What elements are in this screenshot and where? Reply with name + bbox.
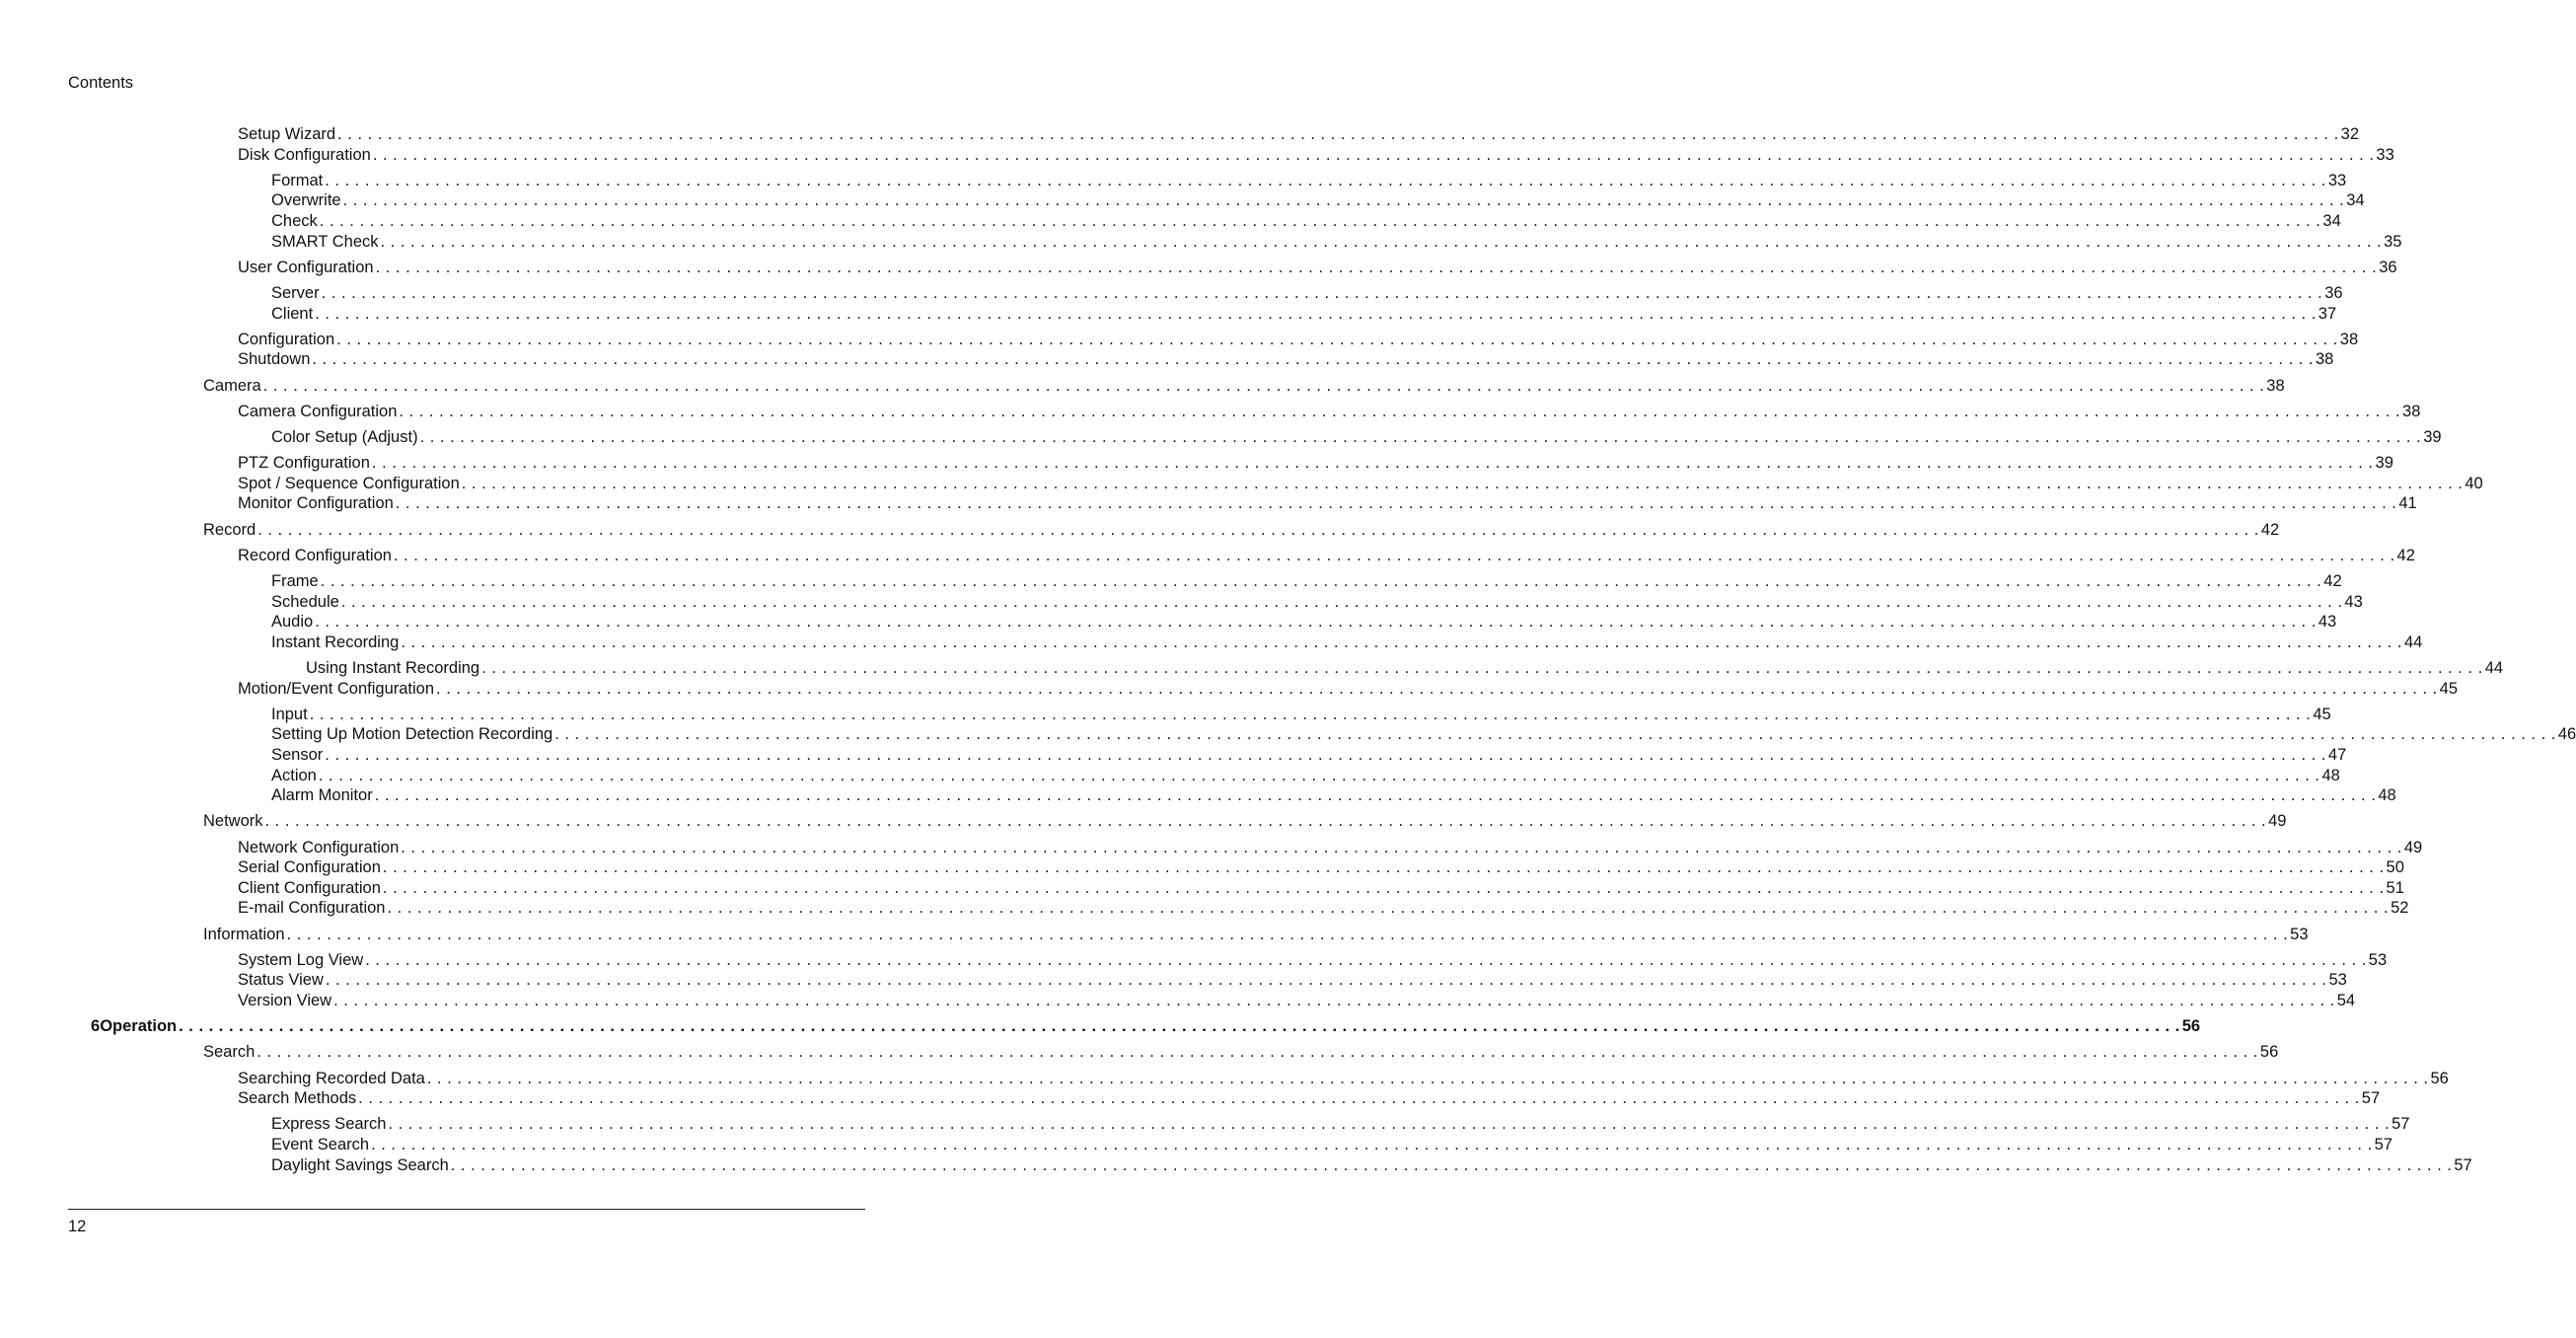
toc-entry-page: 37 xyxy=(2318,304,2337,323)
toc-entry-page: 56 xyxy=(2430,1069,2449,1087)
toc-entry-title: Status View xyxy=(238,971,324,990)
toc-leader-dots: . . . . . . . . . . . . . . . . . . . . . . . . . . . . . . . . . . . . . . . . . . . . . . . . . . . . . . . . . . . . . . . . . . . . . . . . . . . . . . . . . . . . . . . . . . . . . . . . . . . . . . . . . . . . . . . . . . . . . . . . . . . . . . . . . . . . . . . . . . . . . . . . . . . . . . . . . . . . . . . . . . . . . . . . . . . . . . . . . . . . . . . . . . . . . . . . . . . . . . . . xyxy=(365,950,2367,969)
toc-entry[interactable] xyxy=(238,991,2356,1011)
toc-entry-title: Frame xyxy=(271,572,319,590)
toc-entry-title: Server xyxy=(271,284,320,302)
toc-entry-title: Monitor Configuration xyxy=(238,494,394,513)
toc-entry-title: Color Setup (Adjust) xyxy=(271,428,418,446)
toc-entry-page: 41 xyxy=(2398,494,2417,513)
toc-entry[interactable] xyxy=(238,145,2394,166)
toc-entry[interactable] xyxy=(238,838,2423,858)
toc-entry[interactable] xyxy=(238,1088,2381,1109)
toc-entry-page: 39 xyxy=(2423,428,2442,446)
toc-entry[interactable] xyxy=(271,705,2331,725)
toc-entry-title: Record Configuration xyxy=(238,546,392,564)
toc-entry[interactable] xyxy=(238,474,2483,494)
toc-leader-dots: . . . . . . . . . . . . . . . . . . . . . . . . . . . . . . . . . . . . . . . . . . . . . . . . . . . . . . . . . . . . . . . . . . . . . . . . . . . . . . . . . . . . . . . . . . . . . . . . . . . . . . . . . . . . . . . . . . . . . . . . . . . . . . . . . . . . . . . . . . . . . . . . . . . . . . . . . . . . . . . . . . . . . . . . . . . . . . . . . . . . . . . . . . . . . . . . . . . . . . . . xyxy=(257,1043,2258,1062)
toc-leader-dots: . . . . . . . . . . . . . . . . . . . . . . . . . . . . . . . . . . . . . . . . . . . . . . . . . . . . . . . . . . . . . . . . . . . . . . . . . . . . . . . . . . . . . . . . . . . . . . . . . . . . . . . . . . . . . . . . . . . . . . . . . . . . . . . . . . . . . . . . . . . . . . . . . . . . . . . . . . . . . . . . . . . . . . . . . . . . . . . . . . . . . . . . . . . . . . . . . . . . . . . . xyxy=(450,1155,2453,1174)
toc-entry-page: 50 xyxy=(2386,858,2404,877)
toc-leader-dots: . . . . . . . . . . . . . . . . . . . . . . . . . . . . . . . . . . . . . . . . . . . . . . . . . . . . . . . . . . . . . . . . . . . . . . . . . . . . . . . . . . . . . . . . . . . . . . . . . . . . . . . . . . . . . . . . . . . . . . . . . . . . . . . . . . . . . . . . . . . . . . . . . . . . . . . . . . . . . . . . . . . . . . . . . . . . . . . . . . . . . . . . . . . . . . . . . . . . . . . . xyxy=(374,786,2377,805)
toc-entry[interactable] xyxy=(271,283,2343,304)
toc-entry-page: 57 xyxy=(2392,1115,2410,1134)
toc-entry[interactable] xyxy=(271,766,2340,786)
toc-entry[interactable] xyxy=(271,190,2365,211)
toc-leader-dots: . . . . . . . . . . . . . . . . . . . . . . . . . . . . . . . . . . . . . . . . . . . . . . . . . . . . . . . . . . . . . . . . . . . . . . . . . . . . . . . . . . . . . . . . . . . . . . . . . . . . . . . . . . . . . . . . . . . . . . . . . . . . . . . . . . . . . . . . . . . . . . . . . . . . . . . . . . . . . . . . . . . . . . . . . . . . . . . . . . . . . . . . . . . . . . . . . . . . . . . . xyxy=(318,766,2320,784)
toc-entry-page: 48 xyxy=(2378,786,2396,805)
toc-leader-dots: . . . . . . . . . . . . . . . . . . . . . . . . . . . . . . . . . . . . . . . . . . . . . . . . . . . . . . . . . . . . . . . . . . . . . . . . . . . . . . . . . . . . . . . . . . . . . . . . . . . . . . . . . . . . . . . . . . . . . . . . . . . . . . . . . . . . . . . . . . . . . . . . . . . . . . . . . . . . . . . . . . . . . . . . . . . . . . . . . . . . . . . . . . . . . . . . . . . . . . . . xyxy=(286,925,2289,943)
toc-entry-title: Audio xyxy=(271,613,314,632)
toc-entry-page: 51 xyxy=(2386,878,2404,897)
toc-entry[interactable] xyxy=(271,571,2342,592)
toc-entry[interactable] xyxy=(238,493,2417,514)
toc-entry[interactable] xyxy=(238,970,2347,991)
toc-entry-title: System Log View xyxy=(238,950,364,969)
toc-entry-title: Overwrite xyxy=(271,191,341,210)
toc-entry-page: 56 xyxy=(2259,1043,2279,1062)
toc-entry-page: 48 xyxy=(2321,766,2340,784)
toc-entry-page: 47 xyxy=(2327,746,2347,764)
toc-entry-title: Using Instant Recording xyxy=(306,659,480,677)
toc-entry-title: Spot / Sequence Configuration xyxy=(238,474,460,492)
toc-entry-page: 45 xyxy=(2439,679,2458,698)
toc-entry-page: 38 xyxy=(2266,376,2285,395)
toc-entry-title: Camera xyxy=(203,376,261,395)
toc-leader-dots: . . . . . . . . . . . . . . . . . . . . . . . . . . . . . . . . . . . . . . . . . . . . . . . . . . . . . . . . . . . . . . . . . . . . . . . . . . . . . . . . . . . . . . . . . . . . . . . . . . . . . . . . . . . . . . . . . . . . . . . . . . . . . . . . . . . . . . . . . . . . . . . . . . . . . . . . . . . . . . . . . . . . . . . . . . . . . . . . . . . . . . . . . . . . . . . . . . . . . . . . xyxy=(399,402,2401,420)
toc-entry-title: SMART Check xyxy=(271,232,379,251)
toc-leader-dots: . . . . . . . . . . . . . . . . . . . . . . . . . . . . . . . . . . . . . . . . . . . . . . . . . . . . . . . . . . . . . . . . . . . . . . . . . . . . . . . . . . . . . . . . . . . . . . . . . . . . . . . . . . . . . . . . . . . . . . . . . . . . . . . . . . . . . . . . . . . . . . . . . . . . . . . . . . . . . . . . . . . . . . . . . . . . . . . . . . . . . . . . . . . . . . . . . . . . . . . . xyxy=(258,520,2259,539)
toc-leader-dots: . . . . . . . . . . . . . . . . . . . . . . . . . . . . . . . . . . . . . . . . . . . . . . . . . . . . . . . . . . . . . . . . . . . . . . . . . . . . . . . . . . . . . . . . . . . . . . . . . . . . . . . . . . . . . . . . . . . . . . . . . . . . . . . . . . . . . . . . . . . . . . . . . . . . . . . . . . . . . . . . . . . . . . . . . . . . . . . . . . . . . . . . . . . . . . . . . . . . . . . . xyxy=(387,899,2390,918)
toc-leader-dots: . . . . . . . . . . . . . . . . . . . . . . . . . . . . . . . . . . . . . . . . . . . . . . . . . . . . . . . . . . . . . . . . . . . . . . . . . . . . . . . . . . . . . . . . . . . . . . . . . . . . . . . . . . . . . . . . . . . . . . . . . . . . . . . . . . . . . . . . . . . . . . . . . . . . . . . . . . . . . . . . . . . . . . . . . . . . . . . . . . . . . . . . . . . . . . . . . . . . . . . . xyxy=(401,838,2402,856)
toc-entry-page: 36 xyxy=(2324,284,2343,302)
toc-leader-dots: . . . . . . . . . . . . . . . . . . . . . . . . . . . . . . . . . . . . . . . . . . . . . . . . . . . . . . . . . . . . . . . . . . . . . . . . . . . . . . . . . . . . . . . . . . . . . . . . . . . . . . . . . . . . . . . . . . . . . . . . . . . . . . . . . . . . . . . . . . . . . . . . . . . . . . . . . . . . . . . . . . . . . . . . . . . . . . . . . . . . . . . . . . . . . . . . . . . . . . . . xyxy=(262,376,2265,395)
toc-entry-page: 42 xyxy=(2323,572,2342,590)
toc-entry-title: E-mail Configuration xyxy=(238,899,386,918)
page-header: Contents xyxy=(68,74,134,92)
toc-entry[interactable] xyxy=(238,857,2404,878)
toc-entry-page: 36 xyxy=(2379,258,2397,276)
toc-entry-page: 54 xyxy=(2336,992,2356,1009)
toc-entry-page: 53 xyxy=(2290,925,2309,943)
toc-entry-title: Operation xyxy=(100,1017,178,1036)
toc-entry[interactable] xyxy=(238,453,2393,474)
toc-leader-dots: . . . . . . . . . . . . . . . . . . . . . . . . . . . . . . . . . . . . . . . . . . . . . . . . . . . . . . . . . . . . . . . . . . . . . . . . . . . . . . . . . . . . . . . . . . . . . . . . . . . . . . . . . . . . . . . . . . . . . . . . . . . . . . . . . . . . . . . . . . . . . . . . . . . . . . . . . . . . . . . . . . . . . . . . . . . . . . . . . . . . . . . . . . . . . . . . . . . . . . . . xyxy=(325,746,2326,764)
toc-leader-dots: . . . . . . . . . . . . . . . . . . . . . . . . . . . . . . . . . . . . . . . . . . . . . . . . . . . . . . . . . . . . . . . . . . . . . . . . . . . . . . . . . . . . . . . . . . . . . . . . . . . . . . . . . . . . . . . . . . . . . . . . . . . . . . . . . . . . . . . . . . . . . . . . . . . . . . . . . . . . . . . . . . . . . . . . . . . . . . . . . . . . . . . . . . . . . . . . . . . . . . . . xyxy=(179,1017,2180,1036)
toc-entry-page: 42 xyxy=(2396,546,2415,564)
toc-entry-page: 33 xyxy=(2327,171,2347,189)
toc-leader-dots: . . . . . . . . . . . . . . . . . . . . . . . . . . . . . . . . . . . . . . . . . . . . . . . . . . . . . . . . . . . . . . . . . . . . . . . . . . . . . . . . . . . . . . . . . . . . . . . . . . . . . . . . . . . . . . . . . . . . . . . . . . . . . . . . . . . . . . . . . . . . . . . . . . . . . . . . . . . . . . . . . . . . . . . . . . . . . . . . . . . . . . . . . . . . . . . . . . . . . . . . xyxy=(461,474,2464,492)
toc-entry[interactable] xyxy=(271,211,2341,232)
toc-leader-dots: . . . . . . . . . . . . . . . . . . . . . . . . . . . . . . . . . . . . . . . . . . . . . . . . . . . . . . . . . . . . . . . . . . . . . . . . . . . . . . . . . . . . . . . . . . . . . . . . . . . . . . . . . . . . . . . . . . . . . . . . . . . . . . . . . . . . . . . . . . . . . . . . . . . . . . . . . . . . . . . . . . . . . . . . . . . . . . . . . . . . . . . . . . . . . . . . . . . . . . . . xyxy=(340,592,2343,611)
toc-entry-title: Information xyxy=(203,925,285,943)
toc-entry-title: Instant Recording xyxy=(271,632,400,651)
toc-leader-dots: . . . . . . . . . . . . . . . . . . . . . . . . . . . . . . . . . . . . . . . . . . . . . . . . . . . . . . . . . . . . . . . . . . . . . . . . . . . . . . . . . . . . . . . . . . . . . . . . . . . . . . . . . . . . . . . . . . . . . . . . . . . . . . . . . . . . . . . . . . . . . . . . . . . . . . . . . . . . . . . . . . . . . . . . . . . . . . . . . . . . . . . . . . . . . . . . . . . . . . . . xyxy=(325,171,2326,189)
toc-leader-dots: . . . . . . . . . . . . . . . . . . . . . . . . . . . . . . . . . . . . . . . . . . . . . . . . . . . . . . . . . . . . . . . . . . . . . . . . . . . . . . . . . . . . . . . . . . . . . . . . . . . . . . . . . . . . . . . . . . . . . . . . . . . . . . . . . . . . . . . . . . . . . . . . . . . . . . . . . . . . . . . . . . . . . . . . . . . . . . . . . . . . . . . . . . . . . . . . . . . . . . . . xyxy=(309,705,2312,723)
toc-entry-title: Searching Recorded Data xyxy=(238,1069,425,1087)
toc-entry-title: Setup Wizard xyxy=(238,125,336,143)
toc-entry-page: 53 xyxy=(2328,971,2347,990)
toc-entry[interactable] xyxy=(203,520,2280,541)
toc-entry[interactable] xyxy=(271,785,2396,806)
toc-entry[interactable] xyxy=(238,1069,2449,1089)
toc-entry-page: 38 xyxy=(2339,330,2359,348)
toc-leader-dots: . . . . . . . . . . . . . . . . . . . . . . . . . . . . . . . . . . . . . . . . . . . . . . . . . . . . . . . . . . . . . . . . . . . . . . . . . . . . . . . . . . . . . . . . . . . . . . . . . . . . . . . . . . . . . . . . . . . . . . . . . . . . . . . . . . . . . . . . . . . . . . . . . . . . . . . . . . . . . . . . . . . . . . . . . . . . . . . . . . . . . . . . . . . . . . . . . . . . . . . . xyxy=(342,191,2345,210)
toc-entry[interactable] xyxy=(271,632,2423,653)
toc-entry-page: 35 xyxy=(2384,232,2402,251)
toc-leader-dots: . . . . . . . . . . . . . . . . . . . . . . . . . . . . . . . . . . . . . . . . . . . . . . . . . . . . . . . . . . . . . . . . . . . . . . . . . . . . . . . . . . . . . . . . . . . . . . . . . . . . . . . . . . . . . . . . . . . . . . . . . . . . . . . . . . . . . . . . . . . . . . . . . . . . . . . . . . . . . . . . . . . . . . . . . . . . . . . . . . . . . . . . . . . . . . . . . . . . . . . . xyxy=(380,232,2383,251)
toc-leader-dots: . . . . . . . . . . . . . . . . . . . . . . . . . . . . . . . . . . . . . . . . . . . . . . . . . . . . . . . . . . . . . . . . . . . . . . . . . . . . . . . . . . . . . . . . . . . . . . . . . . . . . . . . . . . . . . . . . . . . . . . . . . . . . . . . . . . . . . . . . . . . . . . . . . . . . . . . . . . . . . . . . . . . . . . . . . . . . . . . . . . . . . . . . . . . . . . . . . . . . . . . xyxy=(393,546,2395,564)
toc-entry-title: Camera Configuration xyxy=(238,402,398,420)
toc-entry-page: 49 xyxy=(2403,838,2423,856)
toc-entry[interactable] xyxy=(203,1042,2279,1063)
toc-entry-title: Input xyxy=(271,705,308,723)
toc-entry[interactable] xyxy=(91,1016,2201,1037)
toc-entry[interactable] xyxy=(271,1114,2410,1135)
toc-leader-dots: . . . . . . . . . . . . . . . . . . . . . . . . . . . . . . . . . . . . . . . . . . . . . . . . . . . . . . . . . . . . . . . . . . . . . . . . . . . . . . . . . . . . . . . . . . . . . . . . . . . . . . . . . . . . . . . . . . . . . . . . . . . . . . . . . . . . . . . . . . . . . . . . . . . . . . . . . . . . . . . . . . . . . . . . . . . . . . . . . . . . . . . . . . . . . . . . . . . . . . . . xyxy=(401,632,2402,651)
toc-leader-dots: . . . . . . . . . . . . . . . . . . . . . . . . . . . . . . . . . . . . . . . . . . . . . . . . . . . . . . . . . . . . . . . . . . . . . . . . . . . . . . . . . . . . . . . . . . . . . . . . . . . . . . . . . . . . . . . . . . . . . . . . . . . . . . . . . . . . . . . . . . . . . . . . . . . . . . . . . . . . . . . . . . . . . . . . . . . . . . . . . . . . . . . . . . . . . . . . . . . . . . . . xyxy=(336,330,2338,348)
toc-leader-dots: . . . . . . . . . . . . . . . . . . . . . . . . . . . . . . . . . . . . . . . . . . . . . . . . . . . . . . . . . . . . . . . . . . . . . . . . . . . . . . . . . . . . . . . . . . . . . . . . . . . . . . . . . . . . . . . . . . . . . . . . . . . . . . . . . . . . . . . . . . . . . . . . . . . . . . . . . . . . . . . . . . . . . . . . . . . . . . . . . . . . . . . . . . . . . . . . . . . . . . . . xyxy=(337,125,2339,143)
toc-entry[interactable] xyxy=(271,427,2442,448)
toc-entry-title: Daylight Savings Search xyxy=(271,1155,449,1174)
toc-entry-title: Setting Up Motion Detection Recording xyxy=(271,725,553,744)
toc-entry[interactable] xyxy=(271,745,2347,766)
toc-entry-title: Client Configuration xyxy=(238,878,381,897)
toc-entry[interactable] xyxy=(271,304,2337,325)
toc-entry-title: Client xyxy=(271,304,314,323)
toc-leader-dots: . . . . . . . . . . . . . . . . . . . . . . . . . . . . . . . . . . . . . . . . . . . . . . . . . . . . . . . . . . . . . . . . . . . . . . . . . . . . . . . . . . . . . . . . . . . . . . . . . . . . . . . . . . . . . . . . . . . . . . . . . . . . . . . . . . . . . . . . . . . . . . . . . . . . . . . . . . . . . . . . . . . . . . . . . . . . . . . . . . . . . . . . . . . . . . . . . . . . . . . . xyxy=(264,812,2267,831)
toc-entry-page: 39 xyxy=(2375,454,2393,473)
toc-entry[interactable] xyxy=(238,330,2359,350)
toc-entry[interactable] xyxy=(271,724,2576,745)
toc-entry-page: 34 xyxy=(2322,212,2341,230)
toc-entry-page: 43 xyxy=(2318,613,2337,632)
toc-entry-title: Network Configuration xyxy=(238,838,400,856)
toc-leader-dots: . . . . . . . . . . . . . . . . . . . . . . . . . . . . . . . . . . . . . . . . . . . . . . . . . . . . . . . . . . . . . . . . . . . . . . . . . . . . . . . . . . . . . . . . . . . . . . . . . . . . . . . . . . . . . . . . . . . . . . . . . . . . . . . . . . . . . . . . . . . . . . . . . . . . . . . . . . . . . . . . . . . . . . . . . . . . . . . . . . . . . . . . . . . . . . . . . . . . . . . . xyxy=(554,725,2556,744)
toc-entry[interactable] xyxy=(238,950,2388,971)
toc-entry-page: 53 xyxy=(2368,950,2388,969)
toc-entry[interactable] xyxy=(203,925,2309,945)
footer-divider xyxy=(68,1209,865,1210)
toc-leader-dots: . . . . . . . . . . . . . . . . . . . . . . . . . . . . . . . . . . . . . . . . . . . . . . . . . . . . . . . . . . . . . . . . . . . . . . . . . . . . . . . . . . . . . . . . . . . . . . . . . . . . . . . . . . . . . . . . . . . . . . . . . . . . . . . . . . . . . . . . . . . . . . . . . . . . . . . . . . . . . . . . . . . . . . . . . . . . . . . . . . . . . . . . . . . . . . . . . . . . . . . . xyxy=(358,1089,2360,1108)
toc-entry[interactable] xyxy=(238,546,2415,566)
toc-entry[interactable] xyxy=(238,258,2397,278)
toc-entry-title: Record xyxy=(203,520,257,539)
toc-entry-title: Check xyxy=(271,212,318,230)
toc-chapter-number: 6 xyxy=(91,1017,101,1036)
toc-entry[interactable] xyxy=(238,679,2458,700)
toc-leader-dots: . . . . . . . . . . . . . . . . . . . . . . . . . . . . . . . . . . . . . . . . . . . . . . . . . . . . . . . . . . . . . . . . . . . . . . . . . . . . . . . . . . . . . . . . . . . . . . . . . . . . . . . . . . . . . . . . . . . . . . . . . . . . . . . . . . . . . . . . . . . . . . . . . . . . . . . . . . . . . . . . . . . . . . . . . . . . . . . . . . . . . . . . . . . . . . . . . . . . . . . . xyxy=(315,613,2317,632)
toc-leader-dots: . . . . . . . . . . . . . . . . . . . . . . . . . . . . . . . . . . . . . . . . . . . . . . . . . . . . . . . . . . . . . . . . . . . . . . . . . . . . . . . . . . . . . . . . . . . . . . . . . . . . . . . . . . . . . . . . . . . . . . . . . . . . . . . . . . . . . . . . . . . . . . . . . . . . . . . . . . . . . . . . . . . . . . . . . . . . . . . . . . . . . . . . . . . . . . . . . . . . . . . . xyxy=(371,454,2374,473)
toc-entry-page: 34 xyxy=(2346,191,2365,210)
toc-entry[interactable] xyxy=(238,124,2360,145)
toc-entry-page: 57 xyxy=(2374,1136,2393,1153)
toc-entry-page: 38 xyxy=(2316,350,2334,369)
toc-entry-title: Schedule xyxy=(271,592,339,611)
toc-entry-title: Alarm Monitor xyxy=(271,786,373,805)
toc-leader-dots: . . . . . . . . . . . . . . . . . . . . . . . . . . . . . . . . . . . . . . . . . . . . . . . . . . . . . . . . . . . . . . . . . . . . . . . . . . . . . . . . . . . . . . . . . . . . . . . . . . . . . . . . . . . . . . . . . . . . . . . . . . . . . . . . . . . . . . . . . . . . . . . . . . . . . . . . . . . . . . . . . . . . . . . . . . . . . . . . . . . . . . . . . . . . . . . . . . . . . . . . xyxy=(382,858,2385,877)
toc-leader-dots: . . . . . . . . . . . . . . . . . . . . . . . . . . . . . . . . . . . . . . . . . . . . . . . . . . . . . . . . . . . . . . . . . . . . . . . . . . . . . . . . . . . . . . . . . . . . . . . . . . . . . . . . . . . . . . . . . . . . . . . . . . . . . . . . . . . . . . . . . . . . . . . . . . . . . . . . . . . . . . . . . . . . . . . . . . . . . . . . . . . . . . . . . . . . . . . . . . . . . . . . xyxy=(315,304,2317,323)
toc-entry-page: 57 xyxy=(2454,1155,2472,1174)
toc-entry[interactable] xyxy=(271,232,2402,253)
toc-leader-dots: . . . . . . . . . . . . . . . . . . . . . . . . . . . . . . . . . . . . . . . . . . . . . . . . . . . . . . . . . . . . . . . . . . . . . . . . . . . . . . . . . . . . . . . . . . . . . . . . . . . . . . . . . . . . . . . . . . . . . . . . . . . . . . . . . . . . . . . . . . . . . . . . . . . . . . . . . . . . . . . . . . . . . . . . . . . . . . . . . . . . . . . . . . . . . . . . . . . . . . . . xyxy=(388,1115,2391,1134)
toc-entry-page: 32 xyxy=(2340,125,2360,143)
toc-entry-page: 43 xyxy=(2344,592,2363,611)
toc-entry[interactable] xyxy=(271,1135,2393,1155)
toc-leader-dots: . . . . . . . . . . . . . . . . . . . . . . . . . . . . . . . . . . . . . . . . . . . . . . . . . . . . . . . . . . . . . . . . . . . . . . . . . . . . . . . . . . . . . . . . . . . . . . . . . . . . . . . . . . . . . . . . . . . . . . . . . . . . . . . . . . . . . . . . . . . . . . . . . . . . . . . . . . . . . . . . . . . . . . . . . . . . . . . . . . . . . . . . . . . . . . . . . . . . . . . . xyxy=(395,494,2397,513)
toc-entry[interactable] xyxy=(203,811,2287,832)
toc-entry[interactable] xyxy=(306,658,2504,679)
toc-entry-page: 49 xyxy=(2268,812,2287,831)
toc-entry-title: Serial Configuration xyxy=(238,858,381,877)
toc-entry-title: Motion/Event Configuration xyxy=(238,679,435,698)
toc-entry-title: Action xyxy=(271,766,317,784)
toc-leader-dots: . . . . . . . . . . . . . . . . . . . . . . . . . . . . . . . . . . . . . . . . . . . . . . . . . . . . . . . . . . . . . . . . . . . . . . . . . . . . . . . . . . . . . . . . . . . . . . . . . . . . . . . . . . . . . . . . . . . . . . . . . . . . . . . . . . . . . . . . . . . . . . . . . . . . . . . . . . . . . . . . . . . . . . . . . . . . . . . . . . . . . . . . . . . . . . . . . . . . . . . . xyxy=(382,878,2385,897)
toc-entry-title: PTZ Configuration xyxy=(238,454,370,473)
toc-entry[interactable] xyxy=(238,402,2421,422)
toc-entry-title: Format xyxy=(271,171,324,189)
toc-entry-title: Sensor xyxy=(271,746,324,764)
toc-leader-dots: . . . . . . . . . . . . . . . . . . . . . . . . . . . . . . . . . . . . . . . . . . . . . . . . . . . . . . . . . . . . . . . . . . . . . . . . . . . . . . . . . . . . . . . . . . . . . . . . . . . . . . . . . . . . . . . . . . . . . . . . . . . . . . . . . . . . . . . . . . . . . . . . . . . . . . . . . . . . . . . . . . . . . . . . . . . . . . . . . . . . . . . . . . . . . . . . . . . . . . . . xyxy=(375,258,2378,276)
toc-entry-page: 46 xyxy=(2557,725,2576,744)
toc-entry-title: Search Methods xyxy=(238,1089,357,1108)
toc-entry-page: 56 xyxy=(2181,1017,2201,1036)
toc-leader-dots: . . . . . . . . . . . . . . . . . . . . . . . . . . . . . . . . . . . . . . . . . . . . . . . . . . . . . . . . . . . . . . . . . . . . . . . . . . . . . . . . . . . . . . . . . . . . . . . . . . . . . . . . . . . . . . . . . . . . . . . . . . . . . . . . . . . . . . . . . . . . . . . . . . . . . . . . . . . . . . . . . . . . . . . . . . . . . . . . . . . . . . . . . . . . . . . . . . . . . . . . xyxy=(426,1069,2429,1087)
toc-leader-dots: . . . . . . . . . . . . . . . . . . . . . . . . . . . . . . . . . . . . . . . . . . . . . . . . . . . . . . . . . . . . . . . . . . . . . . . . . . . . . . . . . . . . . . . . . . . . . . . . . . . . . . . . . . . . . . . . . . . . . . . . . . . . . . . . . . . . . . . . . . . . . . . . . . . . . . . . . . . . . . . . . . . . . . . . . . . . . . . . . . . . . . . . . . . . . . . . . . . . . . . . xyxy=(333,992,2335,1009)
toc-entry-page: 44 xyxy=(2484,659,2504,677)
toc-leader-dots: . . . . . . . . . . . . . . . . . . . . . . . . . . . . . . . . . . . . . . . . . . . . . . . . . . . . . . . . . . . . . . . . . . . . . . . . . . . . . . . . . . . . . . . . . . . . . . . . . . . . . . . . . . . . . . . . . . . . . . . . . . . . . . . . . . . . . . . . . . . . . . . . . . . . . . . . . . . . . . . . . . . . . . . . . . . . . . . . . . . . . . . . . . . . . . . . . . . . . . . . xyxy=(319,212,2321,230)
toc-entry-title: Network xyxy=(203,812,263,831)
toc-entry-title: Search xyxy=(203,1043,256,1062)
toc-leader-dots: . . . . . . . . . . . . . . . . . . . . . . . . . . . . . . . . . . . . . . . . . . . . . . . . . . . . . . . . . . . . . . . . . . . . . . . . . . . . . . . . . . . . . . . . . . . . . . . . . . . . . . . . . . . . . . . . . . . . . . . . . . . . . . . . . . . . . . . . . . . . . . . . . . . . . . . . . . . . . . . . . . . . . . . . . . . . . . . . . . . . . . . . . . . . . . . . . . . . . . . . xyxy=(481,659,2483,677)
toc-entry-page: 38 xyxy=(2402,402,2421,420)
toc-entry-title: Version View xyxy=(238,992,332,1009)
toc-entry-page: 52 xyxy=(2391,899,2409,918)
toc-leader-dots: . . . . . . . . . . . . . . . . . . . . . . . . . . . . . . . . . . . . . . . . . . . . . . . . . . . . . . . . . . . . . . . . . . . . . . . . . . . . . . . . . . . . . . . . . . . . . . . . . . . . . . . . . . . . . . . . . . . . . . . . . . . . . . . . . . . . . . . . . . . . . . . . . . . . . . . . . . . . . . . . . . . . . . . . . . . . . . . . . . . . . . . . . . . . . . . . . . . . . . . . xyxy=(321,284,2323,302)
toc-entry[interactable] xyxy=(271,1155,2472,1176)
toc-entry[interactable] xyxy=(203,376,2285,397)
toc-entry-page: 44 xyxy=(2403,632,2423,651)
toc-entry-title: Express Search xyxy=(271,1115,387,1134)
toc-entry[interactable] xyxy=(271,612,2337,632)
toc-entry[interactable] xyxy=(238,878,2404,899)
toc-entry-page: 33 xyxy=(2376,145,2394,164)
toc-entry[interactable] xyxy=(238,349,2334,370)
toc-leader-dots: . . . . . . . . . . . . . . . . . . . . . . . . . . . . . . . . . . . . . . . . . . . . . . . . . . . . . . . . . . . . . . . . . . . . . . . . . . . . . . . . . . . . . . . . . . . . . . . . . . . . . . . . . . . . . . . . . . . . . . . . . . . . . . . . . . . . . . . . . . . . . . . . . . . . . . . . . . . . . . . . . . . . . . . . . . . . . . . . . . . . . . . . . . . . . . . . . . . . . . . . xyxy=(372,145,2375,164)
toc-entry-title: Shutdown xyxy=(238,350,311,369)
toc-leader-dots: . . . . . . . . . . . . . . . . . . . . . . . . . . . . . . . . . . . . . . . . . . . . . . . . . . . . . . . . . . . . . . . . . . . . . . . . . . . . . . . . . . . . . . . . . . . . . . . . . . . . . . . . . . . . . . . . . . . . . . . . . . . . . . . . . . . . . . . . . . . . . . . . . . . . . . . . . . . . . . . . . . . . . . . . . . . . . . . . . . . . . . . . . . . . . . . . . . . . . . . . xyxy=(436,679,2438,698)
toc-leader-dots: . . . . . . . . . . . . . . . . . . . . . . . . . . . . . . . . . . . . . . . . . . . . . . . . . . . . . . . . . . . . . . . . . . . . . . . . . . . . . . . . . . . . . . . . . . . . . . . . . . . . . . . . . . . . . . . . . . . . . . . . . . . . . . . . . . . . . . . . . . . . . . . . . . . . . . . . . . . . . . . . . . . . . . . . . . . . . . . . . . . . . . . . . . . . . . . . . . . . . . . . xyxy=(320,572,2322,590)
toc-leader-dots: . . . . . . . . . . . . . . . . . . . . . . . . . . . . . . . . . . . . . . . . . . . . . . . . . . . . . . . . . . . . . . . . . . . . . . . . . . . . . . . . . . . . . . . . . . . . . . . . . . . . . . . . . . . . . . . . . . . . . . . . . . . . . . . . . . . . . . . . . . . . . . . . . . . . . . . . . . . . . . . . . . . . . . . . . . . . . . . . . . . . . . . . . . . . . . . . . . . . . . . . xyxy=(312,350,2314,369)
toc-leader-dots: . . . . . . . . . . . . . . . . . . . . . . . . . . . . . . . . . . . . . . . . . . . . . . . . . . . . . . . . . . . . . . . . . . . . . . . . . . . . . . . . . . . . . . . . . . . . . . . . . . . . . . . . . . . . . . . . . . . . . . . . . . . . . . . . . . . . . . . . . . . . . . . . . . . . . . . . . . . . . . . . . . . . . . . . . . . . . . . . . . . . . . . . . . . . . . . . . . . . . . . . xyxy=(371,1136,2373,1153)
toc-entry[interactable] xyxy=(271,592,2363,613)
toc-entry-page: 40 xyxy=(2465,474,2483,492)
toc-leader-dots: . . . . . . . . . . . . . . . . . . . . . . . . . . . . . . . . . . . . . . . . . . . . . . . . . . . . . . . . . . . . . . . . . . . . . . . . . . . . . . . . . . . . . . . . . . . . . . . . . . . . . . . . . . . . . . . . . . . . . . . . . . . . . . . . . . . . . . . . . . . . . . . . . . . . . . . . . . . . . . . . . . . . . . . . . . . . . . . . . . . . . . . . . . . . . . . . . . . . . . . . xyxy=(325,971,2327,990)
toc-entry-page: 57 xyxy=(2361,1089,2381,1108)
toc-entry-title: User Configuration xyxy=(238,258,374,276)
toc-entry[interactable] xyxy=(271,171,2347,191)
toc-entry[interactable] xyxy=(238,898,2409,919)
toc-leader-dots: . . . . . . . . . . . . . . . . . . . . . . . . . . . . . . . . . . . . . . . . . . . . . . . . . . . . . . . . . . . . . . . . . . . . . . . . . . . . . . . . . . . . . . . . . . . . . . . . . . . . . . . . . . . . . . . . . . . . . . . . . . . . . . . . . . . . . . . . . . . . . . . . . . . . . . . . . . . . . . . . . . . . . . . . . . . . . . . . . . . . . . . . . . . . . . . . . . . . . . . . xyxy=(419,428,2422,446)
toc-entry-title: Configuration xyxy=(238,330,335,348)
page-number: 12 xyxy=(68,1218,87,1235)
toc-entry-title: Event Search xyxy=(271,1136,370,1153)
toc-entry-title: Disk Configuration xyxy=(238,145,371,164)
toc-entry-page: 45 xyxy=(2313,705,2331,723)
toc-entry-page: 42 xyxy=(2260,520,2280,539)
